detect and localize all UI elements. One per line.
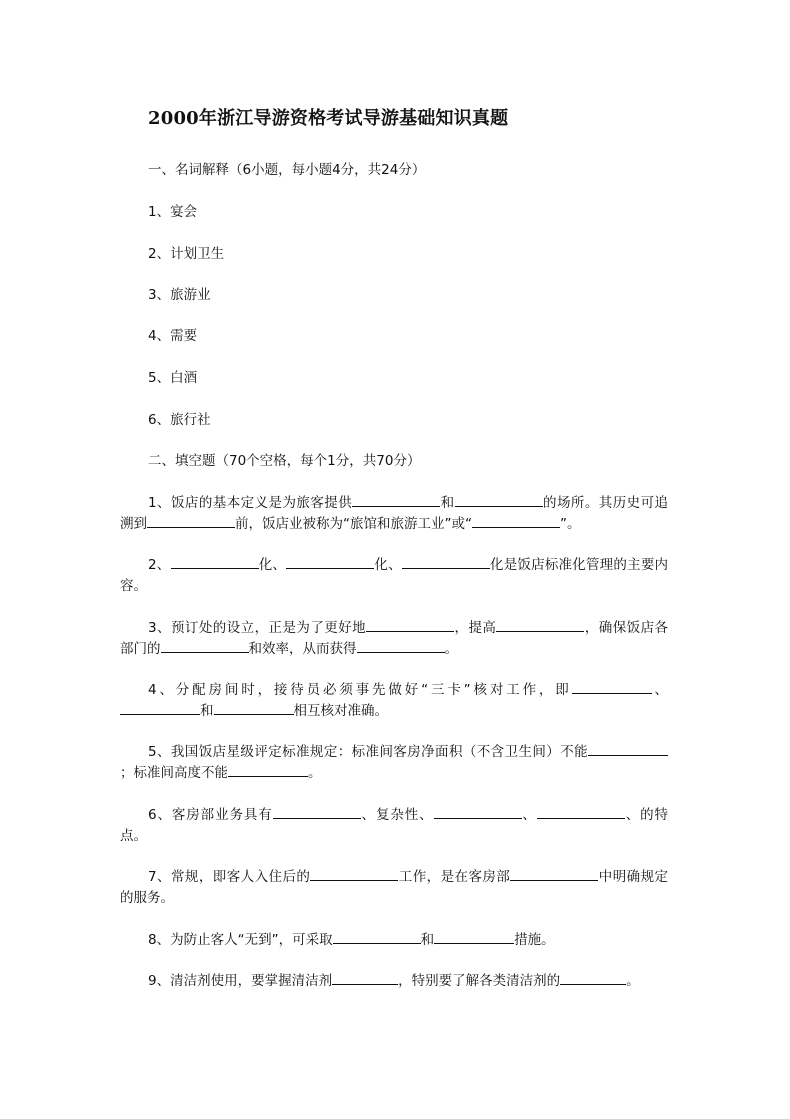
answer-blank[interactable] <box>572 680 652 694</box>
question-7: 7、常规，即客人入住后的 工作，是在客房部 中明确规定的服务。 <box>120 869 669 906</box>
answer-blank[interactable] <box>510 867 598 881</box>
question-5: 5、我国饭店星级评定标准规定：标准间客房净面积（不含卫生间）不能；标准间高度不能 。 <box>120 742 668 784</box>
answer-blank[interactable] <box>120 701 200 715</box>
question-2: 2、 化、 化、 化是饭店标准化管理的主要内容。 <box>120 557 669 594</box>
question-3: 3、预订处的设立，正是为了更好地 ，提高 ，确保饭店各部门的 和效率，从而获得 。 <box>120 620 669 657</box>
answer-blank[interactable] <box>472 514 560 528</box>
answer-blank[interactable] <box>537 805 625 819</box>
answer-blank[interactable] <box>352 493 440 507</box>
section-heading-definitions: 一、名词解释（6小题，每小题4分，共24分） <box>148 162 426 178</box>
document-title: 2000年浙江导游资格考试导游基础知识真题 <box>148 108 509 129</box>
answer-blank[interactable] <box>310 867 398 881</box>
answer-blank[interactable] <box>273 805 361 819</box>
answer-blank[interactable] <box>455 493 543 507</box>
answer-blank[interactable] <box>496 618 584 632</box>
question-8: 8、为防止客人“无到”，可采取 和 措施。 <box>148 932 555 948</box>
answer-blank[interactable] <box>366 618 454 632</box>
definition-item: 3、旅游业 <box>148 287 211 303</box>
definition-item: 1、宴会 <box>148 204 198 220</box>
answer-blank[interactable] <box>171 555 259 569</box>
definition-item: 5、白酒 <box>148 370 198 386</box>
answer-blank[interactable] <box>161 639 249 653</box>
answer-blank[interactable] <box>214 701 294 715</box>
question-1: 1、饭店的基本定义是为旅客提供 和 的场所。其历史可追溯到 前，饭店业被称为“旅馆和旅游工业”或“ ”。 <box>120 495 669 532</box>
answer-blank[interactable] <box>147 514 235 528</box>
answer-blank[interactable] <box>333 930 421 944</box>
answer-blank[interactable] <box>434 930 514 944</box>
definition-item: 6、旅行社 <box>148 412 211 428</box>
answer-blank[interactable] <box>357 639 445 653</box>
answer-blank[interactable] <box>228 763 308 777</box>
answer-blank[interactable] <box>402 555 490 569</box>
question-9: 9、清洁剂使用，要掌握清洁剂 ，特别要了解各类清洁剂的 。 <box>148 973 640 989</box>
answer-blank[interactable] <box>560 971 626 985</box>
definition-item: 4、需要 <box>148 328 198 344</box>
definition-item: 2、计划卫生 <box>148 246 225 262</box>
answer-blank[interactable] <box>332 971 398 985</box>
answer-blank[interactable] <box>588 742 668 756</box>
answer-blank[interactable] <box>286 555 374 569</box>
question-4: 4、分配房间时，接待员必须事先做好“三卡”核对工作，即 、和 相互核对准确。 <box>120 680 668 722</box>
answer-blank[interactable] <box>434 805 522 819</box>
question-6: 6、客房部业务具有 、复杂性、 、 、的特点。 <box>120 807 669 844</box>
section-heading-fill-in: 二、填空题（70个空格，每个1分，共70分） <box>148 453 421 469</box>
